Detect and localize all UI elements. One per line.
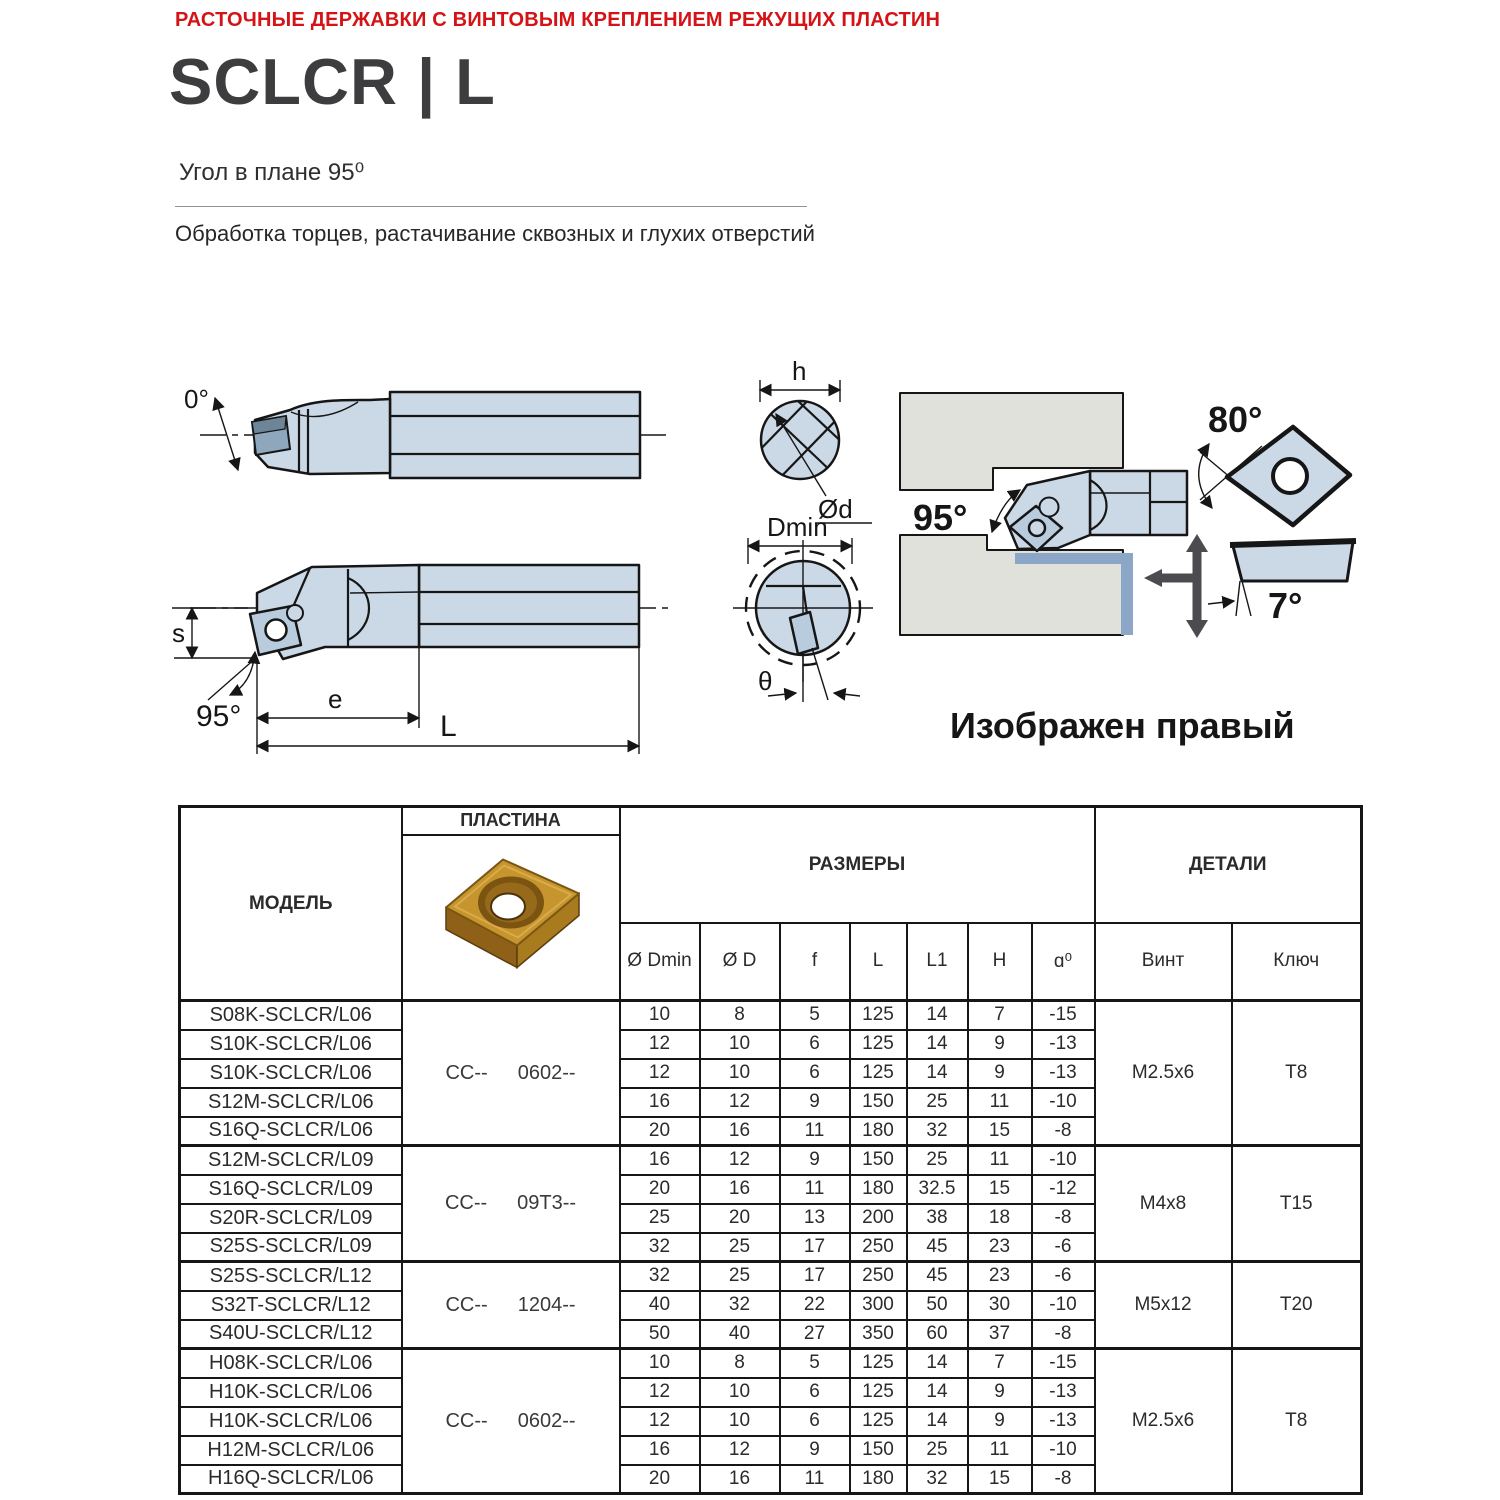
col-header-l: L	[850, 923, 907, 1001]
plate-image-cell	[402, 835, 620, 1001]
size-cell: 5	[780, 1349, 850, 1378]
size-cell: 9	[780, 1436, 850, 1465]
size-cell: 32	[907, 1117, 968, 1146]
size-cell: -10	[1032, 1436, 1095, 1465]
col-header-screw: Винт	[1095, 923, 1232, 1001]
model-cell: H08K-SCLCR/L06	[180, 1349, 402, 1378]
size-cell: 37	[968, 1320, 1032, 1349]
size-cell: 250	[850, 1262, 907, 1291]
size-cell: 350	[850, 1320, 907, 1349]
insert-front-view	[1199, 399, 1350, 525]
size-cell: 9	[780, 1088, 850, 1117]
plate-code: 1204--	[517, 1293, 576, 1316]
table-row	[180, 1001, 1362, 1030]
table-row	[180, 1262, 1362, 1291]
size-cell: -8	[1032, 1204, 1095, 1233]
size-cell: -13	[1032, 1378, 1095, 1407]
size-cell: 16	[700, 1175, 780, 1204]
size-cell: 32	[907, 1465, 968, 1494]
rake-angle-label: 0°	[184, 384, 209, 414]
size-cell: 150	[850, 1436, 907, 1465]
size-cell: -6	[1032, 1262, 1095, 1291]
size-cell: 20	[620, 1175, 700, 1204]
plate-code: 0602--	[517, 1061, 576, 1084]
size-cell: -13	[1032, 1030, 1095, 1059]
size-cell: 11	[780, 1175, 850, 1204]
size-cell: -13	[1032, 1059, 1095, 1088]
size-cell: 9	[968, 1378, 1032, 1407]
size-cell: 60	[907, 1320, 968, 1349]
plate-prefix: CC--	[445, 1409, 488, 1432]
screw-cell: M4x8	[1095, 1146, 1232, 1262]
size-cell: 10	[700, 1378, 780, 1407]
col-header-plate: ПЛАСТИНА	[402, 807, 620, 835]
model-cell: S40U-SCLCR/L12	[180, 1320, 402, 1349]
size-cell: 50	[907, 1291, 968, 1320]
size-cell: 12	[700, 1436, 780, 1465]
size-cell: 32.5	[907, 1175, 968, 1204]
size-cell: 12	[700, 1088, 780, 1117]
size-cell: 5	[780, 1001, 850, 1030]
size-cell: 10	[620, 1349, 700, 1378]
size-cell: 14	[907, 1378, 968, 1407]
model-cell: S20R-SCLCR/L09	[180, 1204, 402, 1233]
size-cell: 14	[907, 1030, 968, 1059]
size-cell: -10	[1032, 1088, 1095, 1117]
boring-bar-top-view	[184, 384, 668, 478]
size-cell: 11	[780, 1465, 850, 1494]
size-cell: 12	[620, 1059, 700, 1088]
theta-angle-label: θ	[758, 666, 773, 696]
size-cell: 18	[968, 1204, 1032, 1233]
size-cell: 7	[968, 1349, 1032, 1378]
col-header-key: Ключ	[1232, 923, 1362, 1001]
col-header-f: f	[780, 923, 850, 1001]
size-cell: 13	[780, 1204, 850, 1233]
page-title: SCLCR | L	[169, 45, 496, 118]
size-cell: 125	[850, 1407, 907, 1436]
clearance-angle-label: 7°	[1268, 585, 1303, 626]
size-cell: 20	[620, 1117, 700, 1146]
size-cell: 30	[968, 1291, 1032, 1320]
model-cell: S10K-SCLCR/L06	[180, 1030, 402, 1059]
size-cell: -12	[1032, 1175, 1095, 1204]
shank-section-view	[750, 356, 872, 524]
size-cell: 50	[620, 1320, 700, 1349]
size-cell: 17	[780, 1233, 850, 1262]
size-cell: 11	[968, 1088, 1032, 1117]
size-cell: 12	[620, 1030, 700, 1059]
size-cell: 14	[907, 1059, 968, 1088]
corner-angle-label: 80°	[1208, 399, 1263, 440]
col-header-h: H	[968, 923, 1032, 1001]
size-cell: -15	[1032, 1349, 1095, 1378]
col-header-a: ɑ⁰	[1032, 923, 1095, 1001]
size-cell: 32	[700, 1291, 780, 1320]
size-cell: 25	[620, 1204, 700, 1233]
plate-code-cell	[402, 1146, 620, 1262]
model-cell: S25S-SCLCR/L09	[180, 1233, 402, 1262]
plate-code: 0602--	[517, 1409, 576, 1432]
screw-cell: M2.5x6	[1095, 1349, 1232, 1494]
size-cell: -8	[1032, 1465, 1095, 1494]
size-cell: 25	[907, 1436, 968, 1465]
model-cell: S08K-SCLCR/L06	[180, 1001, 402, 1030]
size-cell: 11	[968, 1436, 1032, 1465]
size-cell: 180	[850, 1117, 907, 1146]
size-cell: 25	[907, 1146, 968, 1175]
col-header-l1: L1	[907, 923, 968, 1001]
size-cell: -6	[1032, 1233, 1095, 1262]
size-cell: 16	[620, 1146, 700, 1175]
col-header-details: ДЕТАЛИ	[1095, 807, 1362, 923]
insert-side-view	[1208, 541, 1356, 626]
plate-prefix: CC--	[445, 1061, 488, 1084]
size-cell: -15	[1032, 1001, 1095, 1030]
model-cell: S16Q-SCLCR/L06	[180, 1117, 402, 1146]
size-cell: 8	[700, 1001, 780, 1030]
size-cell: 250	[850, 1233, 907, 1262]
size-cell: 9	[968, 1059, 1032, 1088]
model-cell: S16Q-SCLCR/L09	[180, 1175, 402, 1204]
size-cell: 20	[700, 1204, 780, 1233]
screw-cell: M2.5x6	[1095, 1001, 1232, 1146]
model-cell: S12M-SCLCR/L06	[180, 1088, 402, 1117]
page-eyebrow: РАСТОЧНЫЕ ДЕРЖАВКИ С ВИНТОВЫМ КРЕПЛЕНИЕМ РЕЖУЩИХ ПЛАСТИН	[175, 9, 941, 31]
size-cell: 300	[850, 1291, 907, 1320]
size-cell: 10	[700, 1407, 780, 1436]
size-cell: 180	[850, 1465, 907, 1494]
col-header-d: Ø D	[700, 923, 780, 1001]
key-cell: T8	[1232, 1001, 1362, 1146]
application-description: Обработка торцев, растачивание сквозных и глухих отверстий	[175, 221, 815, 246]
size-cell: 125	[850, 1378, 907, 1407]
model-cell: S12M-SCLCR/L09	[180, 1146, 402, 1175]
plate-code-cell	[402, 1001, 620, 1146]
plate-prefix: CC--	[444, 1192, 488, 1214]
plate-code-cell	[402, 1262, 620, 1349]
size-cell: 150	[850, 1146, 907, 1175]
dmin-dim-label: Dmin	[767, 512, 828, 542]
drawing-caption: Изображен правый	[950, 705, 1295, 746]
size-cell: 27	[780, 1320, 850, 1349]
size-cell: 40	[620, 1291, 700, 1320]
insert-photo	[431, 842, 591, 994]
size-cell: 40	[700, 1320, 780, 1349]
size-cell: 180	[850, 1175, 907, 1204]
model-cell: S32T-SCLCR/L12	[180, 1291, 402, 1320]
spec-table-body	[180, 1001, 1362, 1494]
size-cell: 14	[907, 1349, 968, 1378]
model-cell: H10K-SCLCR/L06	[180, 1378, 402, 1407]
size-cell: 6	[780, 1030, 850, 1059]
size-cell: 7	[968, 1001, 1032, 1030]
technical-drawing	[160, 350, 1500, 770]
spec-table	[178, 805, 1363, 1495]
plate-prefix: CC--	[445, 1293, 488, 1316]
size-cell: -8	[1032, 1320, 1095, 1349]
key-cell: T20	[1232, 1262, 1362, 1349]
size-cell: 22	[780, 1291, 850, 1320]
size-cell: 16	[620, 1088, 700, 1117]
bar-diameter-label: Ød	[818, 494, 853, 524]
size-cell: 12	[620, 1378, 700, 1407]
size-cell: 9	[780, 1146, 850, 1175]
size-cell: 23	[968, 1262, 1032, 1291]
table-row	[180, 1146, 1362, 1175]
feed-direction-arrows	[1144, 534, 1208, 638]
h-dim-label: h	[792, 356, 807, 386]
size-cell: 45	[907, 1262, 968, 1291]
size-cell: 200	[850, 1204, 907, 1233]
size-cell: 38	[907, 1204, 968, 1233]
size-cell: 8	[700, 1349, 780, 1378]
model-cell: S10K-SCLCR/L06	[180, 1059, 402, 1088]
lead-angle-subtitle: Угол в плане 95⁰	[179, 159, 365, 186]
size-cell: 45	[907, 1233, 968, 1262]
size-cell: 11	[968, 1146, 1032, 1175]
size-cell: 25	[700, 1233, 780, 1262]
plate-code-cell	[402, 1349, 620, 1494]
model-cell: H16Q-SCLCR/L06	[180, 1465, 402, 1494]
screw-cell: M5x12	[1095, 1262, 1232, 1349]
size-cell: 16	[620, 1436, 700, 1465]
size-cell: 125	[850, 1059, 907, 1088]
turning-illustration	[900, 393, 1208, 638]
size-cell: 12	[700, 1146, 780, 1175]
size-cell: -13	[1032, 1407, 1095, 1436]
size-cell: 10	[620, 1001, 700, 1030]
boring-bar-side-view	[172, 565, 668, 754]
side-lead-angle-label: 95°	[196, 700, 242, 733]
size-cell: 10	[700, 1059, 780, 1088]
model-cell: H10K-SCLCR/L06	[180, 1407, 402, 1436]
size-cell: 150	[850, 1088, 907, 1117]
divider-line	[175, 206, 807, 207]
size-cell: 32	[620, 1262, 700, 1291]
size-cell: 17	[780, 1262, 850, 1291]
size-cell: 12	[620, 1407, 700, 1436]
size-cell: -8	[1032, 1117, 1095, 1146]
size-cell: 14	[907, 1001, 968, 1030]
size-cell: 6	[780, 1378, 850, 1407]
key-cell: T15	[1232, 1146, 1362, 1262]
size-cell: 125	[850, 1030, 907, 1059]
plate-code: 09T3--	[517, 1192, 577, 1214]
s-dim-label: s	[172, 618, 185, 648]
table-row	[180, 1349, 1362, 1378]
L-dim-label: L	[440, 710, 457, 743]
size-cell: 15	[968, 1117, 1032, 1146]
size-cell: 10	[700, 1030, 780, 1059]
size-cell: -10	[1032, 1291, 1095, 1320]
size-cell: 16	[700, 1465, 780, 1494]
col-header-sizes: РАЗМЕРЫ	[620, 807, 1095, 923]
dmin-section-view	[733, 512, 873, 702]
size-cell: 25	[700, 1262, 780, 1291]
size-cell: 32	[620, 1233, 700, 1262]
size-cell: 23	[968, 1233, 1032, 1262]
size-cell: 9	[968, 1407, 1032, 1436]
size-cell: 11	[780, 1117, 850, 1146]
model-cell: S25S-SCLCR/L12	[180, 1262, 402, 1291]
size-cell: 6	[780, 1407, 850, 1436]
col-header-dmin: Ø Dmin	[620, 923, 700, 1001]
size-cell: -10	[1032, 1146, 1095, 1175]
size-cell: 25	[907, 1088, 968, 1117]
size-cell: 15	[968, 1175, 1032, 1204]
size-cell: 16	[700, 1117, 780, 1146]
size-cell: 14	[907, 1407, 968, 1436]
size-cell: 125	[850, 1349, 907, 1378]
size-cell: 15	[968, 1465, 1032, 1494]
model-cell: H12M-SCLCR/L06	[180, 1436, 402, 1465]
key-cell: T8	[1232, 1349, 1362, 1494]
col-header-model: МОДЕЛЬ	[180, 807, 402, 1001]
size-cell: 125	[850, 1001, 907, 1030]
lead-angle-label: 95°	[913, 497, 968, 538]
size-cell: 6	[780, 1059, 850, 1088]
e-dim-label: e	[328, 684, 343, 714]
size-cell: 20	[620, 1465, 700, 1494]
size-cell: 9	[968, 1030, 1032, 1059]
